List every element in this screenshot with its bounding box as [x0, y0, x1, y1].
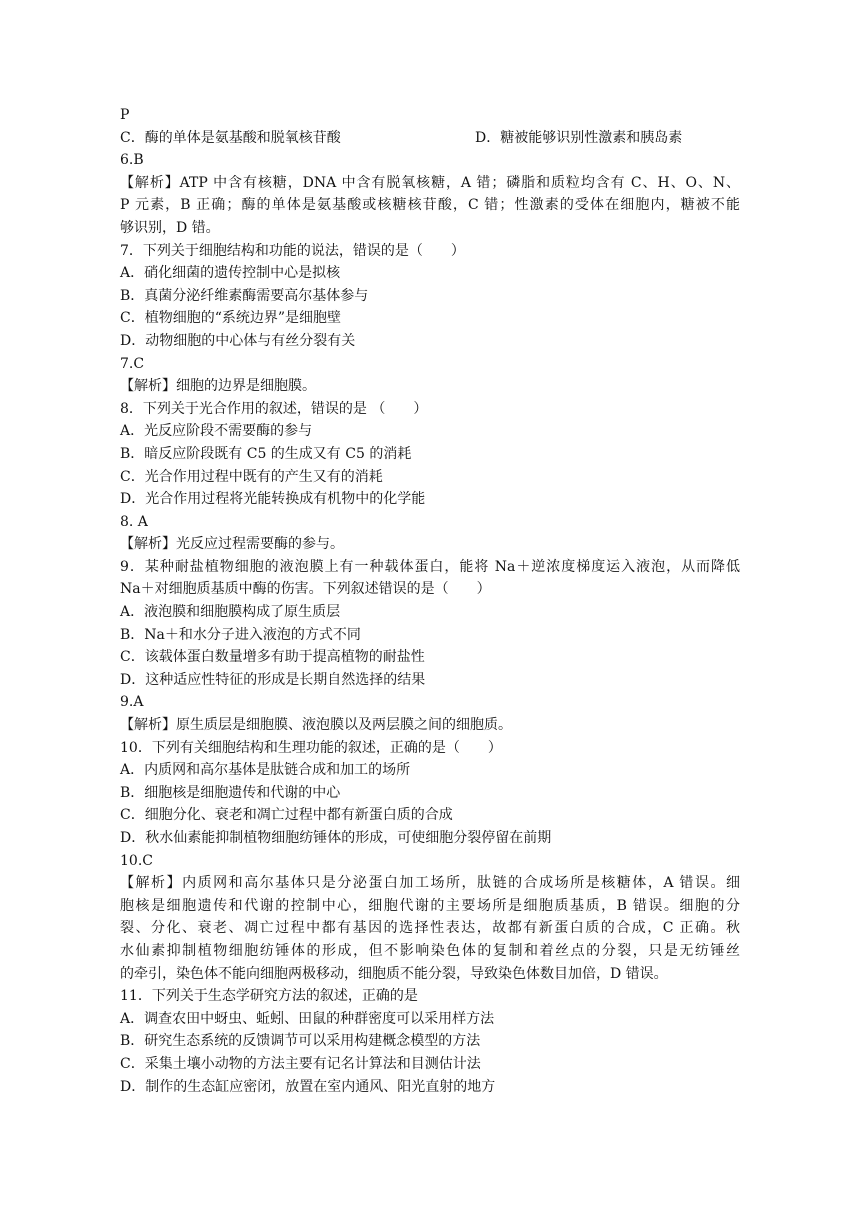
- option-a: A．液泡膜和细胞膜构成了原生质层: [120, 604, 341, 621]
- option-c: C．采集土壤小动物的方法主要有记名计算法和目测估计法: [120, 1055, 481, 1072]
- option-c: C．该载体蛋白数量增多有助于提高植物的耐盐性: [120, 649, 425, 666]
- option-d: D．糖被能够识别性激素和胰岛素: [475, 129, 683, 146]
- option-a: A．硝化细菌的遗传控制中心是拟核: [120, 265, 341, 282]
- option-d: D．制作的生态缸应密闭，放置在室内通风、阳光直射的地方: [120, 1078, 496, 1095]
- question-8: 8．下列关于光合作用的叙述，错误的是 （ ）: [120, 400, 428, 417]
- option-d: D．动物细胞的中心体与有丝分裂有关: [120, 332, 356, 349]
- analysis-line: 【解析】原生质层是细胞膜、液泡膜以及两层膜之间的细胞质。: [120, 717, 512, 734]
- answer-line: 6.B: [120, 152, 144, 169]
- option-c: C．植物细胞的“系统边界”是细胞壁: [120, 310, 342, 327]
- analysis-line: P 元素，B 正确；酶的单体是氨基酸或核糖核苷酸，C 错；性激素的受体在细胞内，糖被不能: [120, 197, 740, 214]
- analysis-line: 胞核是细胞遗传和代谢的控制中心，细胞代谢的主要场所是细胞质基质，B 错误。细胞的分: [120, 897, 740, 914]
- option-b: B．暗反应阶段既有 C5 的生成又有 C5 的消耗: [120, 445, 412, 462]
- analysis-line: 【解析】内质网和高尔基体只是分泌蛋白加工场所，肽链的合成场所是核糖体，A 错误。细: [120, 875, 740, 892]
- text-line: P: [120, 107, 130, 123]
- option-row: [120, 127, 740, 150]
- analysis-line: 【解析】ATP 中含有核糖，DNA 中含有脱氧核糖，A 错；磷脂和质粒均含有 C、H、O、N、: [120, 174, 740, 191]
- answer-line: 8. A: [120, 513, 148, 530]
- option-d: D．这种适应性特征的形成是长期自然选择的结果: [120, 671, 426, 688]
- analysis-line: 【解析】细胞的边界是细胞膜。: [120, 378, 316, 395]
- option-c: C．酶的单体是氨基酸和脱氧核苷酸: [120, 129, 341, 146]
- option-b: B．研究生态系统的反馈调节可以采用构建概念模型的方法: [120, 1033, 481, 1050]
- option-b: B．细胞核是细胞遗传和代谢的中心: [120, 784, 341, 801]
- option-a: A．内质网和高尔基体是肽链合成和加工的场所: [120, 762, 411, 779]
- option-a: A．光反应阶段不需要酶的参与: [120, 423, 313, 440]
- analysis-line: 裂、分化、衰老、凋亡过程中都有基因的选择性表达，故都有新蛋白质的合成，C 正确。秋: [120, 920, 740, 937]
- option-d: D．秋水仙素能抑制植物细胞纺锤体的形成，可使细胞分裂停留在前期: [120, 830, 552, 846]
- option-c: C．光合作用过程中既有的产生又有的消耗: [120, 468, 383, 485]
- answer-line: 10.C: [120, 852, 153, 869]
- option-d: D．光合作用过程将光能转换成有机物中的化学能: [120, 491, 426, 508]
- option-b: B．Na＋和水分子进入液泡的方式不同: [120, 626, 361, 643]
- question-11: 11．下列关于生态学研究方法的叙述，正确的是: [120, 988, 418, 1005]
- question-9: 9．某种耐盐植物细胞的液泡膜上有一种载体蛋白，能将 Na＋逆浓度梯度运入液泡，从而降低: [120, 558, 740, 575]
- document-page: [120, 104, 740, 1098]
- analysis-line: 水仙素抑制植物细胞纺锤体的形成，但不影响染色体的复制和着丝点的分裂，只是无纺锤丝: [120, 942, 740, 959]
- analysis-line: 【解析】光反应过程需要酶的参与。: [120, 536, 344, 553]
- analysis-line: 够识别，D 错。: [120, 219, 220, 236]
- option-c: C．细胞分化、衰老和凋亡过程中都有新蛋白质的合成: [120, 807, 453, 824]
- question-7: 7．下列关于细胞结构和功能的说法，错误的是（ ）: [120, 242, 465, 259]
- option-b: B．真菌分泌纤维素酶需要高尔基体参与: [120, 287, 369, 304]
- answer-line: 9.A: [120, 694, 144, 711]
- option-a: A．调查农田中蚜虫、蚯蚓、田鼠的种群密度可以采用样方法: [120, 1010, 495, 1027]
- answer-line: 7.C: [120, 355, 145, 372]
- analysis-line: 的牵引，染色体不能向细胞两极移动，细胞质不能分裂，导致染色体数目加倍，D 错误。: [120, 965, 668, 982]
- question-10: 10．下列有关细胞结构和生理功能的叙述，正确的是（ ）: [120, 739, 502, 756]
- question-9-cont: Na＋对细胞质基质中酶的伤害。下列叙述错误的是（ ）: [120, 581, 491, 598]
